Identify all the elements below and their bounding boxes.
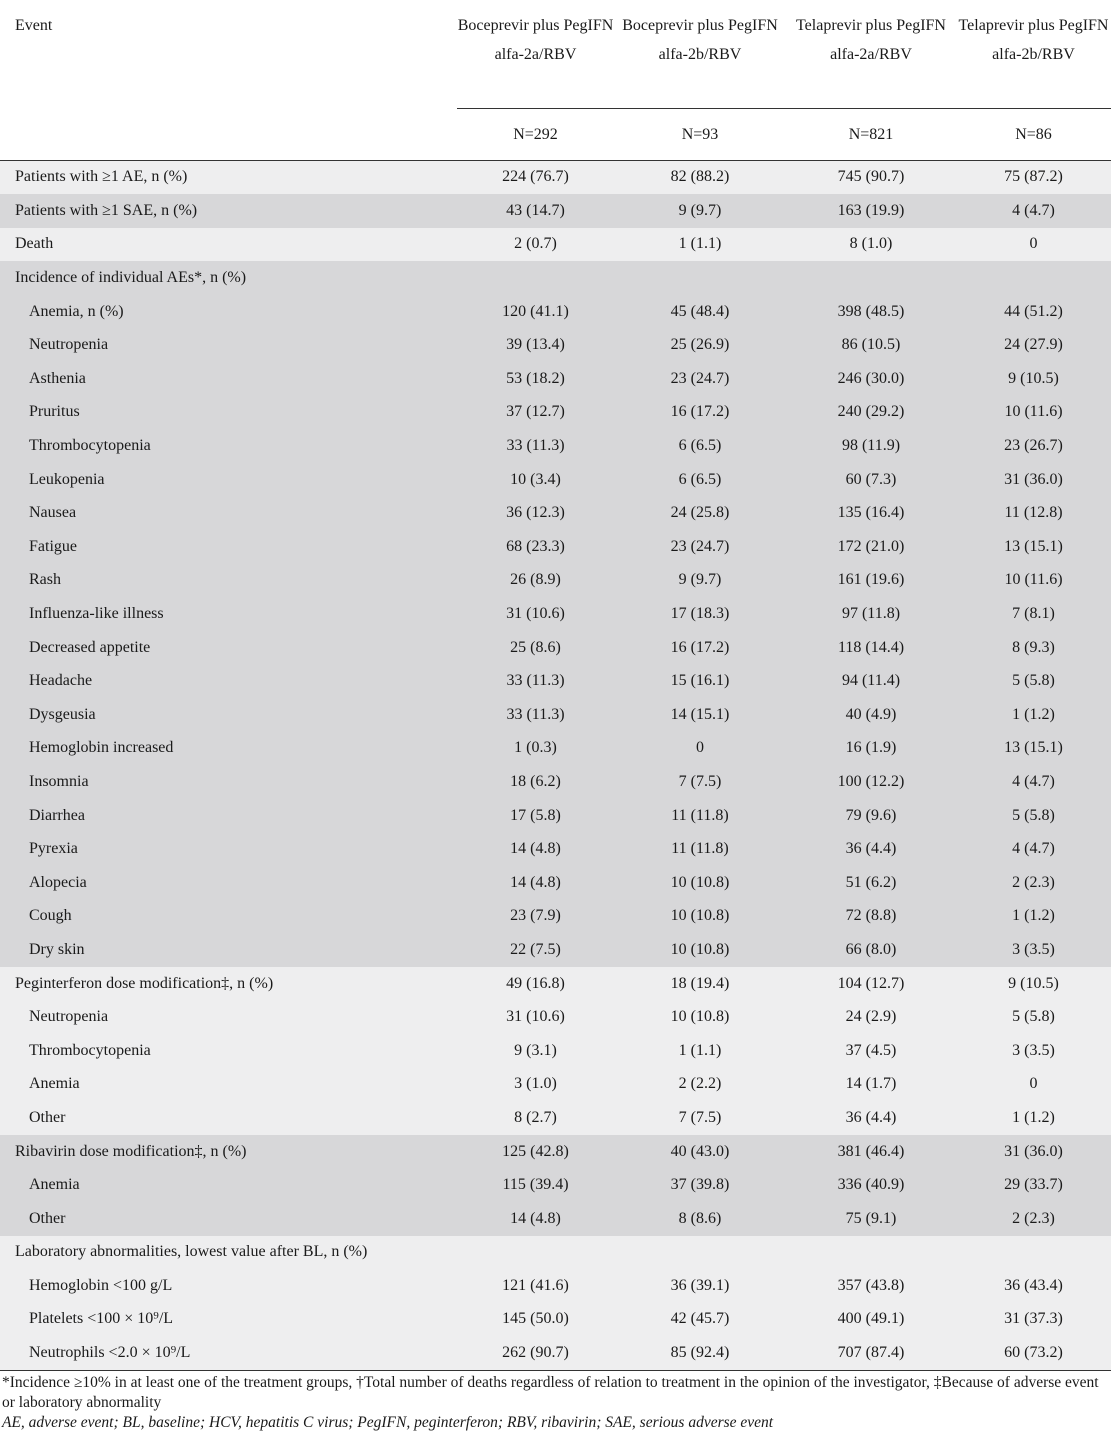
table-cell: 49 (16.8): [457, 967, 614, 1001]
table-cell: [786, 261, 956, 295]
table-cell: 5 (5.8): [956, 664, 1111, 698]
table-cell: 60 (7.3): [786, 463, 956, 497]
table-cell: 23 (24.7): [614, 530, 786, 564]
table-cell: [614, 1236, 786, 1270]
table-cell: 37 (4.5): [786, 1034, 956, 1068]
table-cell: 336 (40.9): [786, 1168, 956, 1202]
table-cell: 29 (33.7): [956, 1168, 1111, 1202]
row-label: Alopecia: [0, 866, 457, 900]
table-cell: 115 (39.4): [457, 1168, 614, 1202]
table-cell: 118 (14.4): [786, 631, 956, 665]
group-header: Telaprevir plus PegIFN alfa-2a/RBV: [786, 0, 956, 108]
row-label: Leukopenia: [0, 463, 457, 497]
table-cell: 85 (92.4): [614, 1336, 786, 1370]
table-cell: 145 (50.0): [457, 1303, 614, 1337]
table-cell: 2 (2.2): [614, 1068, 786, 1102]
row-label: Hemoglobin increased: [0, 732, 457, 766]
table-cell: [786, 1236, 956, 1270]
footnote-abbreviations: AE, adverse event; BL, baseline; HCV, hepatitis C virus; PegIFN, peginterferon; RBV, ribavirin; SAE, serious adverse event: [2, 1413, 774, 1431]
table-cell: 33 (11.3): [457, 429, 614, 463]
table-cell: [956, 1236, 1111, 1270]
table-cell: 18 (19.4): [614, 967, 786, 1001]
table-row: [0, 261, 1111, 295]
table-cell: 14 (1.7): [786, 1068, 956, 1102]
table-row: [0, 564, 1111, 598]
table-cell: 224 (76.7): [457, 160, 614, 194]
table-cell: 42 (45.7): [614, 1303, 786, 1337]
row-label: Laboratory abnormalities, lowest value after BL, n (%): [0, 1236, 457, 1270]
row-label: Patients with ≥1 SAE, n (%): [0, 194, 457, 228]
table-cell: 8 (1.0): [786, 228, 956, 262]
table-cell: 36 (4.4): [786, 1101, 956, 1135]
row-label: Insomnia: [0, 765, 457, 799]
row-label: Thrombocytopenia: [0, 1034, 457, 1068]
table-cell: 13 (15.1): [956, 732, 1111, 766]
row-label: Cough: [0, 900, 457, 934]
table-cell: 120 (41.1): [457, 295, 614, 329]
table-cell: 5 (5.8): [956, 1000, 1111, 1034]
table-cell: 2 (2.3): [956, 866, 1111, 900]
table-cell: 0: [956, 1068, 1111, 1102]
table-cell: 246 (30.0): [786, 362, 956, 396]
table-cell: 4 (4.7): [956, 194, 1111, 228]
table-cell: 10 (10.8): [614, 933, 786, 967]
table-cell: 2 (2.3): [956, 1202, 1111, 1236]
table-cell: 45 (48.4): [614, 295, 786, 329]
table-cell: 31 (37.3): [956, 1303, 1111, 1337]
group-n: N=93: [614, 108, 786, 160]
group-n: N=821: [786, 108, 956, 160]
table-cell: 9 (9.7): [614, 194, 786, 228]
row-label: Neutropenia: [0, 1000, 457, 1034]
table-cell: 31 (36.0): [956, 463, 1111, 497]
table-cell: 1 (1.2): [956, 698, 1111, 732]
group-n: N=292: [457, 108, 614, 160]
row-label: Pyrexia: [0, 832, 457, 866]
table-cell: 4 (4.7): [956, 765, 1111, 799]
row-label: Other: [0, 1101, 457, 1135]
row-label: Neutrophils <2.0 × 10⁹/L: [0, 1336, 457, 1370]
table-row: [0, 160, 1111, 194]
table-cell: 31 (10.6): [457, 597, 614, 631]
row-label: Platelets <100 × 10⁹/L: [0, 1303, 457, 1337]
event-column-header: Event: [15, 17, 53, 34]
table-cell: 8 (2.7): [457, 1101, 614, 1135]
table-cell: 82 (88.2): [614, 160, 786, 194]
row-label: Anemia: [0, 1168, 457, 1202]
table-row: [0, 530, 1111, 564]
table-row: [0, 1336, 1111, 1370]
table-row: [0, 1303, 1111, 1337]
table-cell: 1 (1.1): [614, 1034, 786, 1068]
row-label: Diarrhea: [0, 799, 457, 833]
table-cell: 94 (11.4): [786, 664, 956, 698]
row-label: Other: [0, 1202, 457, 1236]
table-cell: 10 (10.8): [614, 900, 786, 934]
table-row: [0, 967, 1111, 1001]
table-cell: 31 (36.0): [956, 1135, 1111, 1169]
table-cell: 8 (9.3): [956, 631, 1111, 665]
row-label: Patients with ≥1 AE, n (%): [0, 160, 457, 194]
row-label: Dysgeusia: [0, 698, 457, 732]
row-label: Pruritus: [0, 396, 457, 430]
table-row: [0, 1135, 1111, 1169]
table-cell: 36 (43.4): [956, 1269, 1111, 1303]
table-row: [0, 463, 1111, 497]
table-row: [0, 362, 1111, 396]
table-cell: 24 (27.9): [956, 328, 1111, 362]
table-cell: 72 (8.8): [786, 900, 956, 934]
table-cell: 79 (9.6): [786, 799, 956, 833]
group-header: Telaprevir plus PegIFN alfa-2b/RBV: [956, 0, 1111, 108]
table-cell: 14 (4.8): [457, 866, 614, 900]
table-cell: 40 (4.9): [786, 698, 956, 732]
group-n: N=86: [956, 108, 1111, 160]
table-row: [0, 832, 1111, 866]
table-row: [0, 228, 1111, 262]
table-cell: 24 (2.9): [786, 1000, 956, 1034]
row-label: Nausea: [0, 496, 457, 530]
table-row: [0, 496, 1111, 530]
table-row: [0, 1068, 1111, 1102]
table-cell: 8 (8.6): [614, 1202, 786, 1236]
table-cell: 17 (5.8): [457, 799, 614, 833]
table-cell: 36 (39.1): [614, 1269, 786, 1303]
table-cell: 6 (6.5): [614, 429, 786, 463]
table-cell: 9 (3.1): [457, 1034, 614, 1068]
table-cell: 10 (11.6): [956, 396, 1111, 430]
table-cell: 11 (11.8): [614, 832, 786, 866]
table-cell: 26 (8.9): [457, 564, 614, 598]
table-row: [0, 698, 1111, 732]
row-label: Decreased appetite: [0, 631, 457, 665]
table-cell: 14 (15.1): [614, 698, 786, 732]
table-cell: [457, 261, 614, 295]
footnote-symbols: *Incidence ≥10% in at least one of the treatment groups, †Total number of deaths regardless of relation to treatment in the opinion of the investigator, ‡Because of adverse event or laboratory abnormality: [2, 1373, 1099, 1411]
group-header: Boceprevir plus PegIFN alfa-2b/RBV: [614, 0, 786, 108]
table-row: [0, 631, 1111, 665]
table-cell: 10 (10.8): [614, 866, 786, 900]
row-label: Anemia, n (%): [0, 295, 457, 329]
table-cell: 97 (11.8): [786, 597, 956, 631]
table-cell: 1 (0.3): [457, 732, 614, 766]
table-cell: 14 (4.8): [457, 832, 614, 866]
row-label: Death: [0, 228, 457, 262]
row-label: Influenza-like illness: [0, 597, 457, 631]
table-cell: 25 (26.9): [614, 328, 786, 362]
table-cell: 14 (4.8): [457, 1202, 614, 1236]
table-cell: 3 (3.5): [956, 1034, 1111, 1068]
table-row: [0, 194, 1111, 228]
table-cell: 75 (9.1): [786, 1202, 956, 1236]
table-row: [0, 597, 1111, 631]
row-label: Anemia: [0, 1068, 457, 1102]
row-label: Peginterferon dose modification‡, n (%): [0, 967, 457, 1001]
table-cell: 398 (48.5): [786, 295, 956, 329]
table-cell: 707 (87.4): [786, 1336, 956, 1370]
table-cell: 53 (18.2): [457, 362, 614, 396]
table-header: [0, 0, 1111, 160]
table-cell: 4 (4.7): [956, 832, 1111, 866]
table-row: [0, 1236, 1111, 1270]
table-cell: 36 (12.3): [457, 496, 614, 530]
table-cell: 66 (8.0): [786, 933, 956, 967]
table-row: [0, 866, 1111, 900]
table-cell: 745 (90.7): [786, 160, 956, 194]
table-cell: 135 (16.4): [786, 496, 956, 530]
table-cell: 11 (11.8): [614, 799, 786, 833]
table-row: [0, 429, 1111, 463]
table-cell: 10 (3.4): [457, 463, 614, 497]
table-cell: 7 (7.5): [614, 1101, 786, 1135]
table-cell: 60 (73.2): [956, 1336, 1111, 1370]
table-cell: 23 (26.7): [956, 429, 1111, 463]
table-row: [0, 933, 1111, 967]
table-cell: [956, 261, 1111, 295]
table-cell: 23 (7.9): [457, 900, 614, 934]
table-cell: 357 (43.8): [786, 1269, 956, 1303]
table-cell: 100 (12.2): [786, 765, 956, 799]
table-cell: 2 (0.7): [457, 228, 614, 262]
table-row: [0, 1202, 1111, 1236]
table-cell: 37 (39.8): [614, 1168, 786, 1202]
table-cell: 25 (8.6): [457, 631, 614, 665]
table-cell: 86 (10.5): [786, 328, 956, 362]
table-cell: 1 (1.1): [614, 228, 786, 262]
table-cell: 400 (49.1): [786, 1303, 956, 1337]
table-cell: 23 (24.7): [614, 362, 786, 396]
table-cell: 0: [614, 732, 786, 766]
table-cell: 33 (11.3): [457, 698, 614, 732]
table-cell: 15 (16.1): [614, 664, 786, 698]
table-cell: 51 (6.2): [786, 866, 956, 900]
table-cell: 18 (6.2): [457, 765, 614, 799]
footnotes: [0, 1371, 1111, 1433]
table-cell: 75 (87.2): [956, 160, 1111, 194]
table-cell: 125 (42.8): [457, 1135, 614, 1169]
table-cell: 121 (41.6): [457, 1269, 614, 1303]
table-cell: 9 (10.5): [956, 967, 1111, 1001]
table-row: [0, 664, 1111, 698]
table-cell: 5 (5.8): [956, 799, 1111, 833]
table-cell: 10 (11.6): [956, 564, 1111, 598]
row-label: Headache: [0, 664, 457, 698]
table-row: [0, 328, 1111, 362]
table-cell: 7 (8.1): [956, 597, 1111, 631]
table-cell: 0: [956, 228, 1111, 262]
table-body: [0, 160, 1111, 1370]
row-label: Fatigue: [0, 530, 457, 564]
table-row: [0, 1034, 1111, 1068]
table-cell: 43 (14.7): [457, 194, 614, 228]
table-cell: [457, 1236, 614, 1270]
table-row: [0, 765, 1111, 799]
table-row: [0, 1000, 1111, 1034]
table-cell: 36 (4.4): [786, 832, 956, 866]
row-label: Ribavirin dose modification‡, n (%): [0, 1135, 457, 1169]
table-cell: 1 (1.2): [956, 900, 1111, 934]
table-row: [0, 1269, 1111, 1303]
table-cell: 39 (13.4): [457, 328, 614, 362]
table-row: [0, 900, 1111, 934]
row-label: Rash: [0, 564, 457, 598]
table-cell: 381 (46.4): [786, 1135, 956, 1169]
table-cell: 11 (12.8): [956, 496, 1111, 530]
row-label: Neutropenia: [0, 328, 457, 362]
header-spacer: [0, 108, 457, 160]
table-cell: 9 (9.7): [614, 564, 786, 598]
table-cell: 7 (7.5): [614, 765, 786, 799]
table-cell: 10 (10.8): [614, 1000, 786, 1034]
table-cell: 262 (90.7): [457, 1336, 614, 1370]
row-label: Hemoglobin <100 g/L: [0, 1269, 457, 1303]
table-cell: 33 (11.3): [457, 664, 614, 698]
table-cell: 3 (3.5): [956, 933, 1111, 967]
table-cell: 68 (23.3): [457, 530, 614, 564]
table-cell: 16 (17.2): [614, 396, 786, 430]
table-row: [0, 396, 1111, 430]
table-cell: 3 (1.0): [457, 1068, 614, 1102]
table-cell: 172 (21.0): [786, 530, 956, 564]
table-row: [0, 732, 1111, 766]
row-label: Asthenia: [0, 362, 457, 396]
table-cell: 24 (25.8): [614, 496, 786, 530]
table-cell: 44 (51.2): [956, 295, 1111, 329]
table-row: [0, 1101, 1111, 1135]
table-row: [0, 799, 1111, 833]
table-cell: 104 (12.7): [786, 967, 956, 1001]
table-cell: 98 (11.9): [786, 429, 956, 463]
table-cell: 163 (19.9): [786, 194, 956, 228]
row-label: Incidence of individual AEs*, n (%): [0, 261, 457, 295]
table-cell: 6 (6.5): [614, 463, 786, 497]
table-cell: 240 (29.2): [786, 396, 956, 430]
table-row: [0, 1168, 1111, 1202]
table-cell: 40 (43.0): [614, 1135, 786, 1169]
table-cell: 31 (10.6): [457, 1000, 614, 1034]
table-cell: 1 (1.2): [956, 1101, 1111, 1135]
table-cell: 16 (17.2): [614, 631, 786, 665]
row-label: Dry skin: [0, 933, 457, 967]
table-cell: 9 (10.5): [956, 362, 1111, 396]
group-header: Boceprevir plus PegIFN alfa-2a/RBV: [457, 0, 614, 108]
table-cell: 22 (7.5): [457, 933, 614, 967]
table-row: [0, 295, 1111, 329]
table-cell: [614, 261, 786, 295]
table-cell: 37 (12.7): [457, 396, 614, 430]
table-cell: 13 (15.1): [956, 530, 1111, 564]
table-cell: 17 (18.3): [614, 597, 786, 631]
row-label: Thrombocytopenia: [0, 429, 457, 463]
table-cell: 161 (19.6): [786, 564, 956, 598]
table-cell: 16 (1.9): [786, 732, 956, 766]
